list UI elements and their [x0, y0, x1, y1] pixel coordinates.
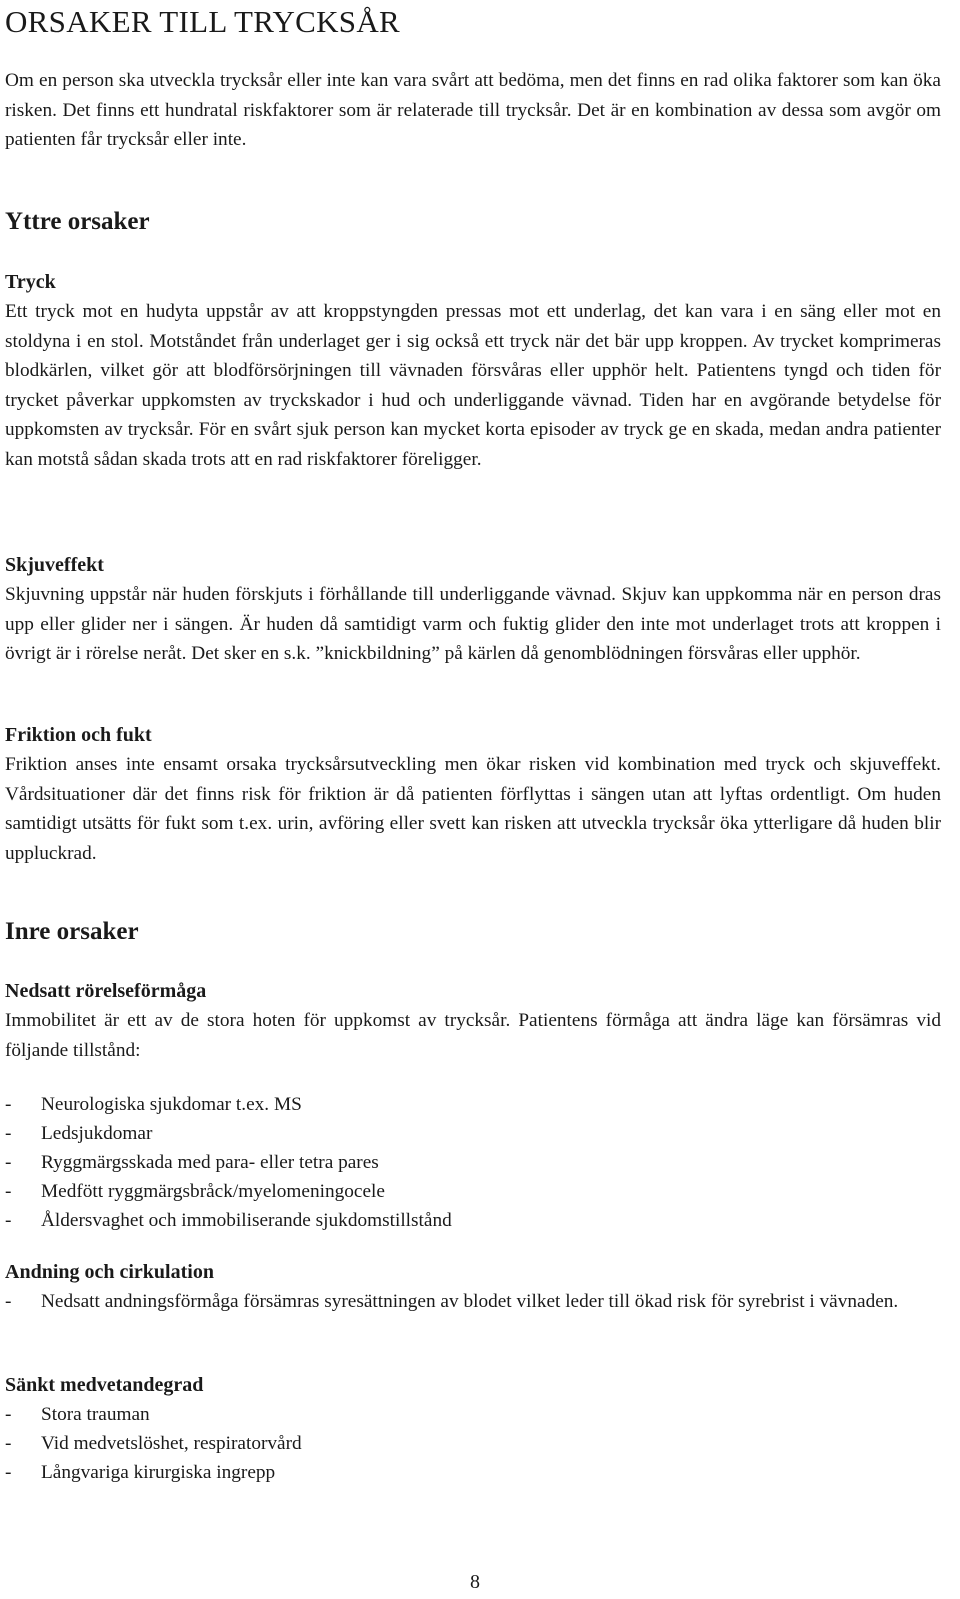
list-item [5, 1458, 941, 1487]
list-item [5, 1148, 941, 1177]
list-item [5, 1287, 941, 1316]
list-dash: - [5, 1404, 12, 1425]
subheading-shear: Skjuveffekt [5, 554, 104, 576]
section-heading-external: Yttre orsaker [5, 208, 150, 235]
subheading-consciousness: Sänkt medvetandegrad [5, 1374, 204, 1396]
list-dash: - [5, 1094, 12, 1115]
list-item [5, 1400, 941, 1429]
list-item [5, 1429, 941, 1458]
mobility-paragraph: Immobilitet är ett av de stora hoten för uppkomst av trycksår. Patientens förmåga att ändra läge kan försämras vid följande tillstånd: [5, 1010, 941, 1061]
list-item-text: Vid medvetslöshet, respiratorvård [41, 1433, 302, 1454]
subheading-mobility: Nedsatt rörelseförmåga [5, 980, 207, 1002]
list-item [5, 1119, 941, 1148]
consciousness-list [5, 1400, 941, 1487]
subheading-friction: Friktion och fukt [5, 724, 152, 746]
page-title: ORSAKER TILL TRYCKSÅR [5, 4, 401, 39]
list-item-text: Långvariga kirurgiska ingrepp [41, 1462, 276, 1483]
list-dash: - [5, 1123, 12, 1144]
list-dash: - [5, 1433, 12, 1454]
list-dash: - [5, 1181, 12, 1202]
intro-paragraph: Om en person ska utveckla trycksår eller inte kan vara svårt att bedöma, men det finns en rad olika faktorer som kan öka risken. Det finns ett hundratal riskfaktorer som är relaterade till trycksår. Det är en kombination av dessa som avgör om patienten får trycksår eller inte. [5, 70, 941, 151]
section-heading-internal: Inre orsaker [5, 918, 139, 945]
list-dash: - [5, 1291, 12, 1312]
subheading-breathing: Andning och cirkulation [5, 1261, 214, 1283]
list-dash: - [5, 1462, 12, 1483]
list-item-text: Nedsatt andningsförmåga försämras syresättningen av blodet vilket leder till ökad risk för syrebrist i vävnaden. [41, 1291, 899, 1312]
subheading-pressure: Tryck [5, 271, 56, 293]
list-item-text: Åldersvaghet och immobiliserande sjukdomstillstånd [41, 1210, 452, 1231]
list-dash: - [5, 1210, 12, 1231]
list-item-text: Medfött ryggmärgsbråck/myelomeningocele [41, 1181, 385, 1202]
mobility-list [5, 1090, 941, 1235]
friction-paragraph: Friktion anses inte ensamt orsaka trycksårsutveckling men ökar risken vid kombination med tryck och skjuveffekt. Vårdsituationer där det finns risk för friktion är då patienten förflyttas i sängen utan att lyftas ordentligt. Om huden samtidigt utsätts för fukt som t.ex. urin, avföring eller svett kan risken att utveckla trycksår öka ytterligare då huden blir uppluckrad. [5, 754, 941, 864]
list-item [5, 1177, 941, 1206]
list-item-text: Ledsjukdomar [41, 1123, 153, 1144]
list-item [5, 1090, 941, 1119]
list-item [5, 1206, 941, 1235]
shear-paragraph: Skjuvning uppstår när huden förskjuts i förhållande till underliggande vävnad. Skjuv kan uppkomma när en person dras upp eller glider ner i sängen. Är huden då samtidigt varm och fuktig glider den inte mot underlaget trots att kroppen i övrigt är i rörelse neråt. Det sker en s.k. ”knickbildning” på kärlen då genomblödningen försvåras eller upphör. [5, 584, 941, 665]
list-item-text: Neurologiska sjukdomar t.ex. MS [41, 1094, 302, 1115]
list-dash: - [5, 1152, 12, 1173]
list-item-text: Ryggmärgsskada med para- eller tetra pares [41, 1152, 379, 1173]
page-number: 8 [470, 1571, 480, 1593]
breathing-list [5, 1287, 941, 1316]
pressure-paragraph: Ett tryck mot en hudyta uppstår av att kroppstyngden pressas mot ett underlag, det kan vara i en säng eller mot en stoldyna i en stol. Motståndet från underlaget ger i sig också ett tryck när det bär upp kroppen. Av trycket komprimeras blodkärlen, vilket gör att blodförsörjningen till vävnaden försvåras eller upphör helt. Patientens tyngd och tiden för trycket påverkar uppkomsten av tryckskador i hud och underliggande vävnad. Tiden har en avgörande betydelse för uppkomsten av trycksår. För en svårt sjuk person kan mycket korta episoder av tryck ge en skada, medan andra patienter kan motstå sådan skada trots att en rad riskfaktorer föreligger. [5, 301, 941, 470]
list-item-text: Stora trauman [41, 1404, 150, 1425]
